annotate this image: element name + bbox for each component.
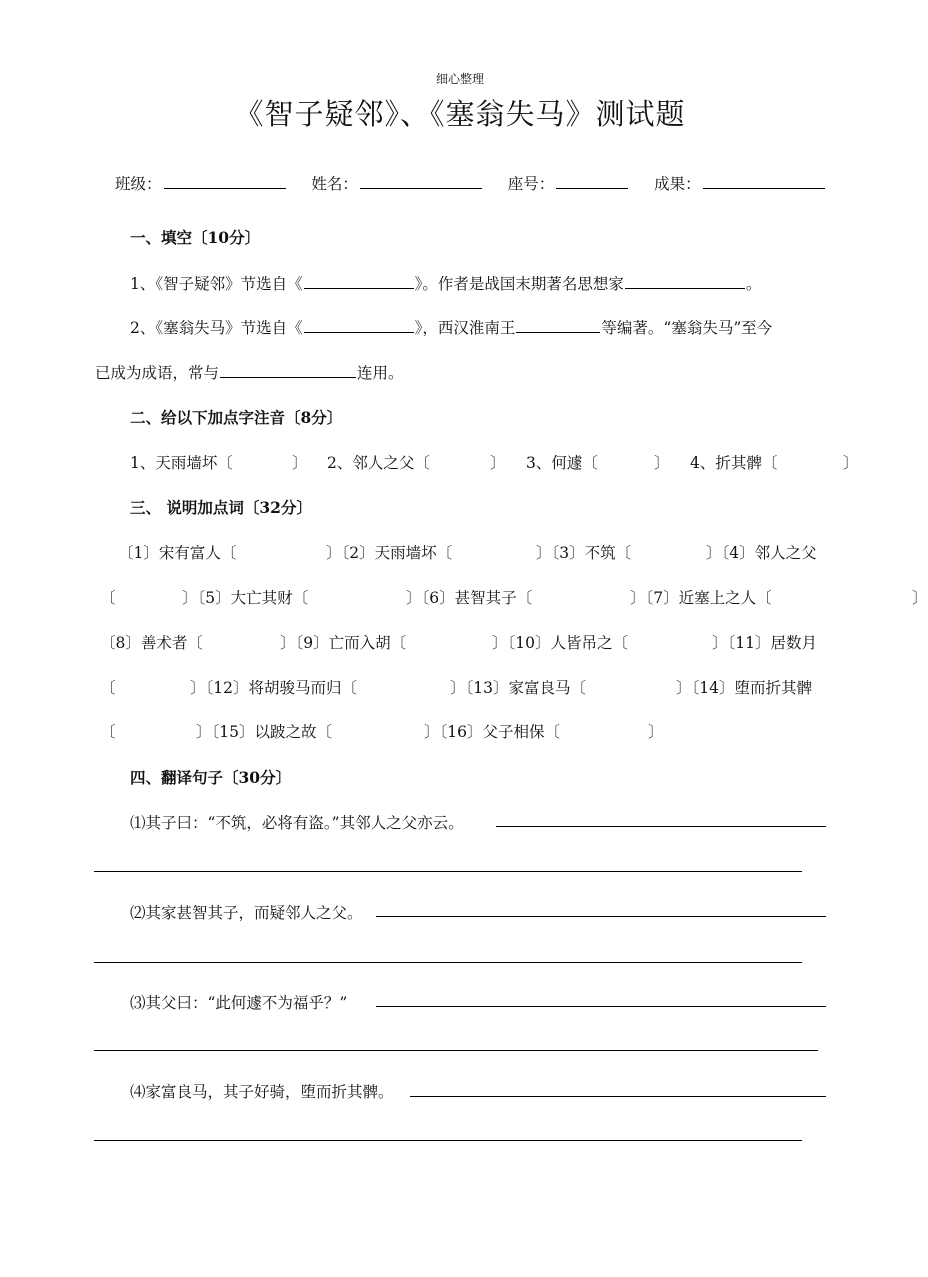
q2-text-a: 2、《塞翁失马》节选自《 xyxy=(130,319,303,337)
explain-item: 〕〔2〕天雨墙坏〔 xyxy=(326,544,453,562)
answer-line-1a[interactable] xyxy=(496,826,826,827)
q1-blank-author[interactable] xyxy=(625,274,745,289)
answer-line-4a[interactable] xyxy=(410,1096,826,1097)
explain-item: 〔8〕善术者〔 xyxy=(100,634,203,652)
explain-item: 〕 xyxy=(912,589,928,607)
section-2-items xyxy=(0,451,920,473)
explain-item: 〕〔11〕居数月 xyxy=(712,634,817,652)
pinyin-item-1: 1、天雨墙坏〔 xyxy=(130,454,233,472)
q2-text-b: 》，西汉淮南王 xyxy=(414,319,516,337)
class-label: 班级： xyxy=(115,175,162,193)
answer-line-2a[interactable] xyxy=(376,916,826,917)
name-label: 姓名： xyxy=(311,175,358,193)
explain-item: 〔 xyxy=(100,723,116,741)
explain-item: 〕〔4〕邻人之父 xyxy=(706,544,817,562)
section-4-heading: 四、翻译句子〔30分〕 xyxy=(130,768,292,787)
pinyin-item-4: 4、折其髀〔 xyxy=(690,454,778,472)
pinyin-close-2: 〕 xyxy=(490,454,506,472)
explain-item: 〔1〕宋有富人〔 xyxy=(118,544,237,562)
pinyin-item-3: 3、何遽〔 xyxy=(526,454,598,472)
section-2-heading: 二、给以下加点字注音〔8分〕 xyxy=(130,408,343,427)
explain-row-3 xyxy=(0,631,920,653)
page-title: 《智子疑邻》、《塞翁失马》测试题 xyxy=(234,97,686,131)
q2-blank-king[interactable] xyxy=(516,318,600,333)
question-1 xyxy=(130,272,761,294)
answer-line-1b[interactable] xyxy=(94,871,802,872)
name-field[interactable] xyxy=(360,174,482,189)
explain-row-5 xyxy=(0,720,920,742)
translate-sentence-3: ⑶其父曰：“此何遽不为福乎？” xyxy=(130,994,348,1012)
explain-item: 〕〔9〕亡而入胡〔 xyxy=(280,634,407,652)
explain-item: 〕〔10〕人皆吊之〔 xyxy=(492,634,628,652)
explain-item: 〕〔5〕大亡其财〔 xyxy=(182,589,309,607)
explain-item: 〕〔12〕将胡骏马而归〔 xyxy=(190,679,357,697)
translate-sentence-2: ⑵其家甚智其子，而疑邻人之父。 xyxy=(130,904,363,922)
answer-line-4b[interactable] xyxy=(94,1140,802,1141)
explain-item: 〔 xyxy=(100,679,116,697)
explain-row-2 xyxy=(0,586,928,608)
answer-line-3a[interactable] xyxy=(376,1006,826,1007)
q2-text-c: 等编著。“塞翁失马”至今 xyxy=(601,319,773,337)
explain-item: 〕 xyxy=(648,723,664,741)
question-2-cont xyxy=(95,361,404,383)
explain-item: 〕〔15〕以跛之故〔 xyxy=(196,723,332,741)
explain-item: 〕〔6〕甚智其子〔 xyxy=(406,589,533,607)
translate-sentence-4: ⑷家富良马，其子好骑，堕而折其髀。 xyxy=(130,1083,394,1101)
header-note: 细心整理 xyxy=(435,72,484,86)
score-label: 成果： xyxy=(654,175,701,193)
pinyin-item-2: 2、邻人之父〔 xyxy=(327,454,430,472)
explain-item: 〕〔16〕父子相保〔 xyxy=(424,723,560,741)
q2-blank-source[interactable] xyxy=(304,318,414,333)
pinyin-close-3: 〕 xyxy=(654,454,670,472)
pinyin-close-4: 〕 xyxy=(843,454,859,472)
q2-text-e: 连用。 xyxy=(357,364,404,382)
q2-text-d: 已成为成语，常与 xyxy=(95,364,220,382)
answer-line-2b[interactable] xyxy=(94,962,802,963)
explain-item: 〕〔13〕家富良马〔 xyxy=(450,679,586,697)
q1-text-a: 1、《智子疑邻》节选自《 xyxy=(130,275,303,293)
explain-item: 〕〔3〕不筑〔 xyxy=(536,544,632,562)
explain-item: 〔 xyxy=(100,589,116,607)
q1-text-c: 。 xyxy=(745,275,762,293)
explain-row-4 xyxy=(0,676,920,698)
question-2 xyxy=(130,316,772,338)
seat-label: 座号： xyxy=(507,175,555,193)
explain-row-1 xyxy=(0,541,920,563)
answer-line-3b[interactable] xyxy=(94,1050,818,1051)
q1-text-b: 》。作者是战国末期著名思想家 xyxy=(414,275,624,293)
pinyin-close-1: 〕 xyxy=(292,454,308,472)
q2-blank-phrase[interactable] xyxy=(220,363,356,378)
score-field[interactable] xyxy=(703,174,825,189)
class-field[interactable] xyxy=(164,174,286,189)
student-info-row xyxy=(115,172,825,194)
translate-sentence-1: ⑴其子曰：“不筑，必将有盗。”其邻人之父亦云。 xyxy=(130,814,464,832)
section-1-heading: 一、填空〔10分〕 xyxy=(130,228,261,247)
explain-item: 〕〔14〕堕而折其髀 xyxy=(676,679,812,697)
seat-field[interactable] xyxy=(556,174,628,189)
section-3-heading: 三、 说明加点词〔32分〕 xyxy=(130,498,312,517)
q1-blank-source[interactable] xyxy=(304,274,414,289)
explain-item: 〕〔7〕近塞上之人〔 xyxy=(630,589,772,607)
